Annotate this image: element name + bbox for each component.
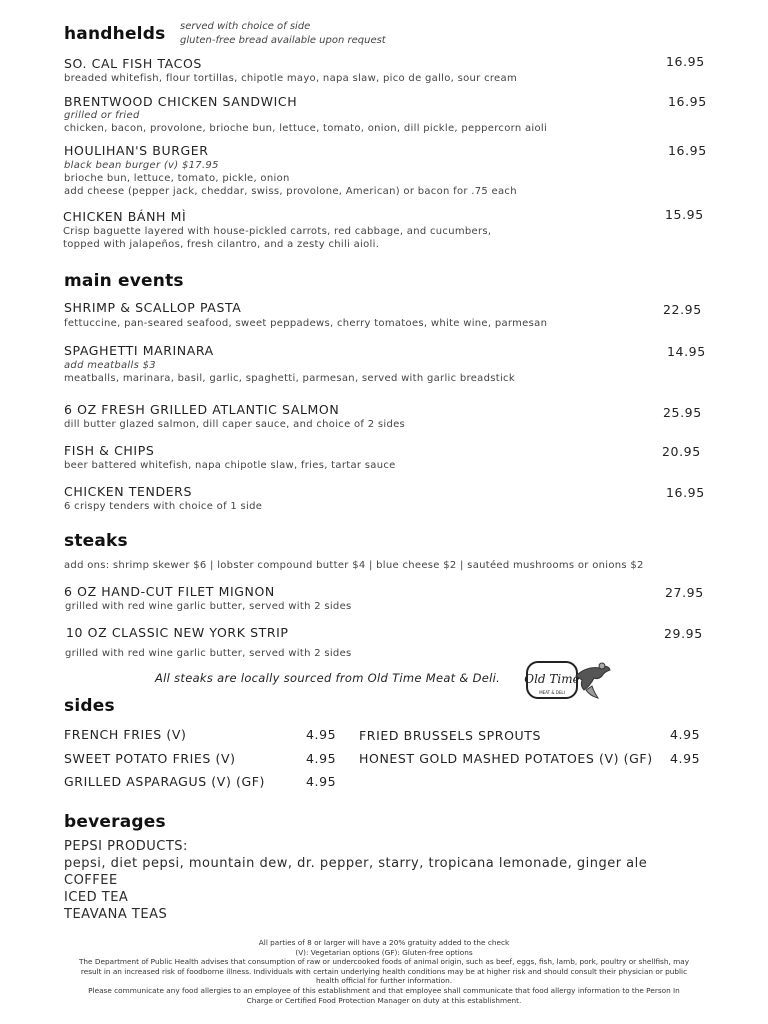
menu-item-sub: add meatballs $3	[64, 360, 156, 371]
section-title-steaks: steaks	[64, 531, 128, 551]
steaks-addons: add ons: shrimp skewer $6 | lobster compound butter $4 | blue cheese $2 | sautéed mushrooms or onions $2	[64, 560, 644, 571]
menu-item-name: SO. CAL FISH TACOS	[64, 56, 202, 71]
menu-item-name: SHRIMP & SCALLOP PASTA	[64, 300, 242, 315]
steaks-sourced-note: All steaks are locally sourced from Old Time Meat & Deli.	[155, 671, 501, 685]
menu-item-price: 29.95	[664, 626, 703, 641]
side-item-name: FRENCH FRIES (V)	[64, 727, 187, 742]
menu-item-price: 16.95	[668, 143, 707, 158]
section-title-sides: sides	[64, 696, 115, 716]
menu-item-name: BRENTWOOD CHICKEN SANDWICH	[64, 94, 298, 109]
handhelds-note-side: served with choice of side	[180, 21, 311, 32]
beverage-line: COFFEE	[64, 873, 118, 888]
side-item-name: GRILLED ASPARAGUS (V) (GF)	[64, 774, 266, 789]
footer-line: Charge or Certified Food Protection Manager on duty at this establishment.	[246, 995, 522, 1005]
footer-disclaimer	[8, 938, 760, 1005]
menu-item-price: 16.95	[666, 54, 705, 69]
menu-item-price: 16.95	[666, 485, 705, 500]
handhelds-note-bread: gluten-free bread available upon request	[180, 35, 386, 46]
menu-item-name: SPAGHETTI MARINARA	[64, 343, 214, 358]
menu-item-name: 6 OZ FRESH GRILLED ATLANTIC SALMON	[64, 402, 340, 417]
logo-text: Old Time	[524, 672, 580, 686]
menu-item-price: 25.95	[663, 405, 702, 420]
footer-line: The Department of Public Health advises that consumption of raw or undercooked foods of animal origin, such as beef, eggs, fish, lamb, pork, poultry or shellfish, may	[78, 957, 690, 967]
old-time-logo	[524, 656, 616, 702]
menu-item-desc: 6 crispy tenders with choice of 1 side	[64, 501, 263, 512]
menu-item-price: 16.95	[668, 94, 707, 109]
side-item-price: 4.95	[670, 751, 701, 766]
menu-item-desc: Crisp baguette layered with house-pickled carrots, red cabbage, and cucumbers,	[63, 226, 492, 237]
footer-line: health official for further information.	[315, 976, 453, 986]
menu-item-sub: grilled or fried	[64, 110, 140, 121]
menu-item-desc: brioche bun, lettuce, tomato, pickle, onion	[64, 173, 290, 184]
menu-item-price: 22.95	[663, 302, 702, 317]
side-item-name: HONEST GOLD MASHED POTATOES (V) (GF)	[359, 751, 653, 766]
menu-item-price: 14.95	[667, 344, 706, 359]
menu-item-price: 15.95	[665, 207, 704, 222]
footer-line: result in an increased risk of foodborne illness. Individuals with certain underlying health conditions may be at higher risk and should consult their physician or public	[80, 966, 688, 976]
footer-line: All parties of 8 or larger will have a 20% gratuity added to the check	[258, 938, 510, 947]
menu-item-name: HOULIHAN'S BURGER	[64, 143, 209, 158]
side-item-price: 4.95	[306, 774, 337, 789]
menu-item-desc: beer battered whitefish, napa chipotle slaw, fries, tartar sauce	[64, 460, 396, 471]
menu-item-name: 6 OZ HAND-CUT FILET MIGNON	[64, 584, 275, 599]
side-item-price: 4.95	[306, 727, 337, 742]
beverage-line: ICED TEA	[64, 890, 129, 905]
footer-line: (V): Vegetarian options (GF): Gluten-free options	[295, 947, 473, 957]
menu-item-desc: meatballs, marinara, basil, garlic, spaghetti, parmesan, served with garlic breadstick	[64, 373, 515, 384]
logo-subtext: MEAT & DELI	[539, 690, 565, 695]
menu-item-price: 20.95	[662, 444, 701, 459]
menu-item-desc: grilled with red wine garlic butter, served with 2 sides	[65, 601, 352, 612]
side-item-price: 4.95	[670, 727, 701, 742]
menu-item-name: 10 OZ CLASSIC NEW YORK STRIP	[66, 625, 289, 640]
section-title-main-events: main events	[64, 271, 184, 291]
menu-item-name: CHICKEN BÁNH MÌ	[63, 209, 187, 224]
menu-item-name: FISH & CHIPS	[64, 443, 155, 458]
beverage-line: PEPSI PRODUCTS:	[64, 839, 188, 854]
side-item-name: FRIED BRUSSELS SPROUTS	[359, 728, 542, 743]
menu-item-desc: grilled with red wine garlic butter, served with 2 sides	[65, 648, 352, 659]
menu-item-name: CHICKEN TENDERS	[64, 484, 192, 499]
menu-item-desc: fettuccine, pan-seared seafood, sweet peppadews, cherry tomatoes, white wine, parmesan	[64, 318, 548, 329]
section-title-handhelds: handhelds	[64, 24, 166, 44]
menu-item-desc: chicken, bacon, provolone, brioche bun, lettuce, tomato, onion, dill pickle, peppercorn aioli	[64, 123, 548, 134]
beverage-line: pepsi, diet pepsi, mountain dew, dr. pepper, starry, tropicana lemonade, ginger ale	[64, 856, 648, 871]
menu-item-price: 27.95	[665, 585, 704, 600]
menu-item-desc: topped with jalapeños, fresh cilantro, and a zesty chili aioli.	[63, 239, 380, 250]
menu-item-desc: add cheese (pepper jack, cheddar, swiss, provolone, American) or bacon for .75 each	[64, 186, 517, 197]
beverage-line: TEAVANA TEAS	[64, 907, 168, 922]
footer-line: Please communicate any food allergies to an employee of this establishment and that employee shall communicate that food allergy information to the Person In	[88, 985, 680, 995]
menu-item-sub: black bean burger (v) $17.95	[64, 160, 219, 171]
side-item-name: SWEET POTATO FRIES (V)	[64, 751, 236, 766]
side-item-price: 4.95	[306, 751, 337, 766]
menu-item-desc: dill butter glazed salmon, dill caper sauce, and choice of 2 sides	[64, 419, 406, 430]
menu-item-desc: breaded whitefish, flour tortillas, chipotle mayo, napa slaw, pico de gallo, sour cream	[64, 73, 517, 84]
section-title-beverages: beverages	[64, 812, 166, 832]
